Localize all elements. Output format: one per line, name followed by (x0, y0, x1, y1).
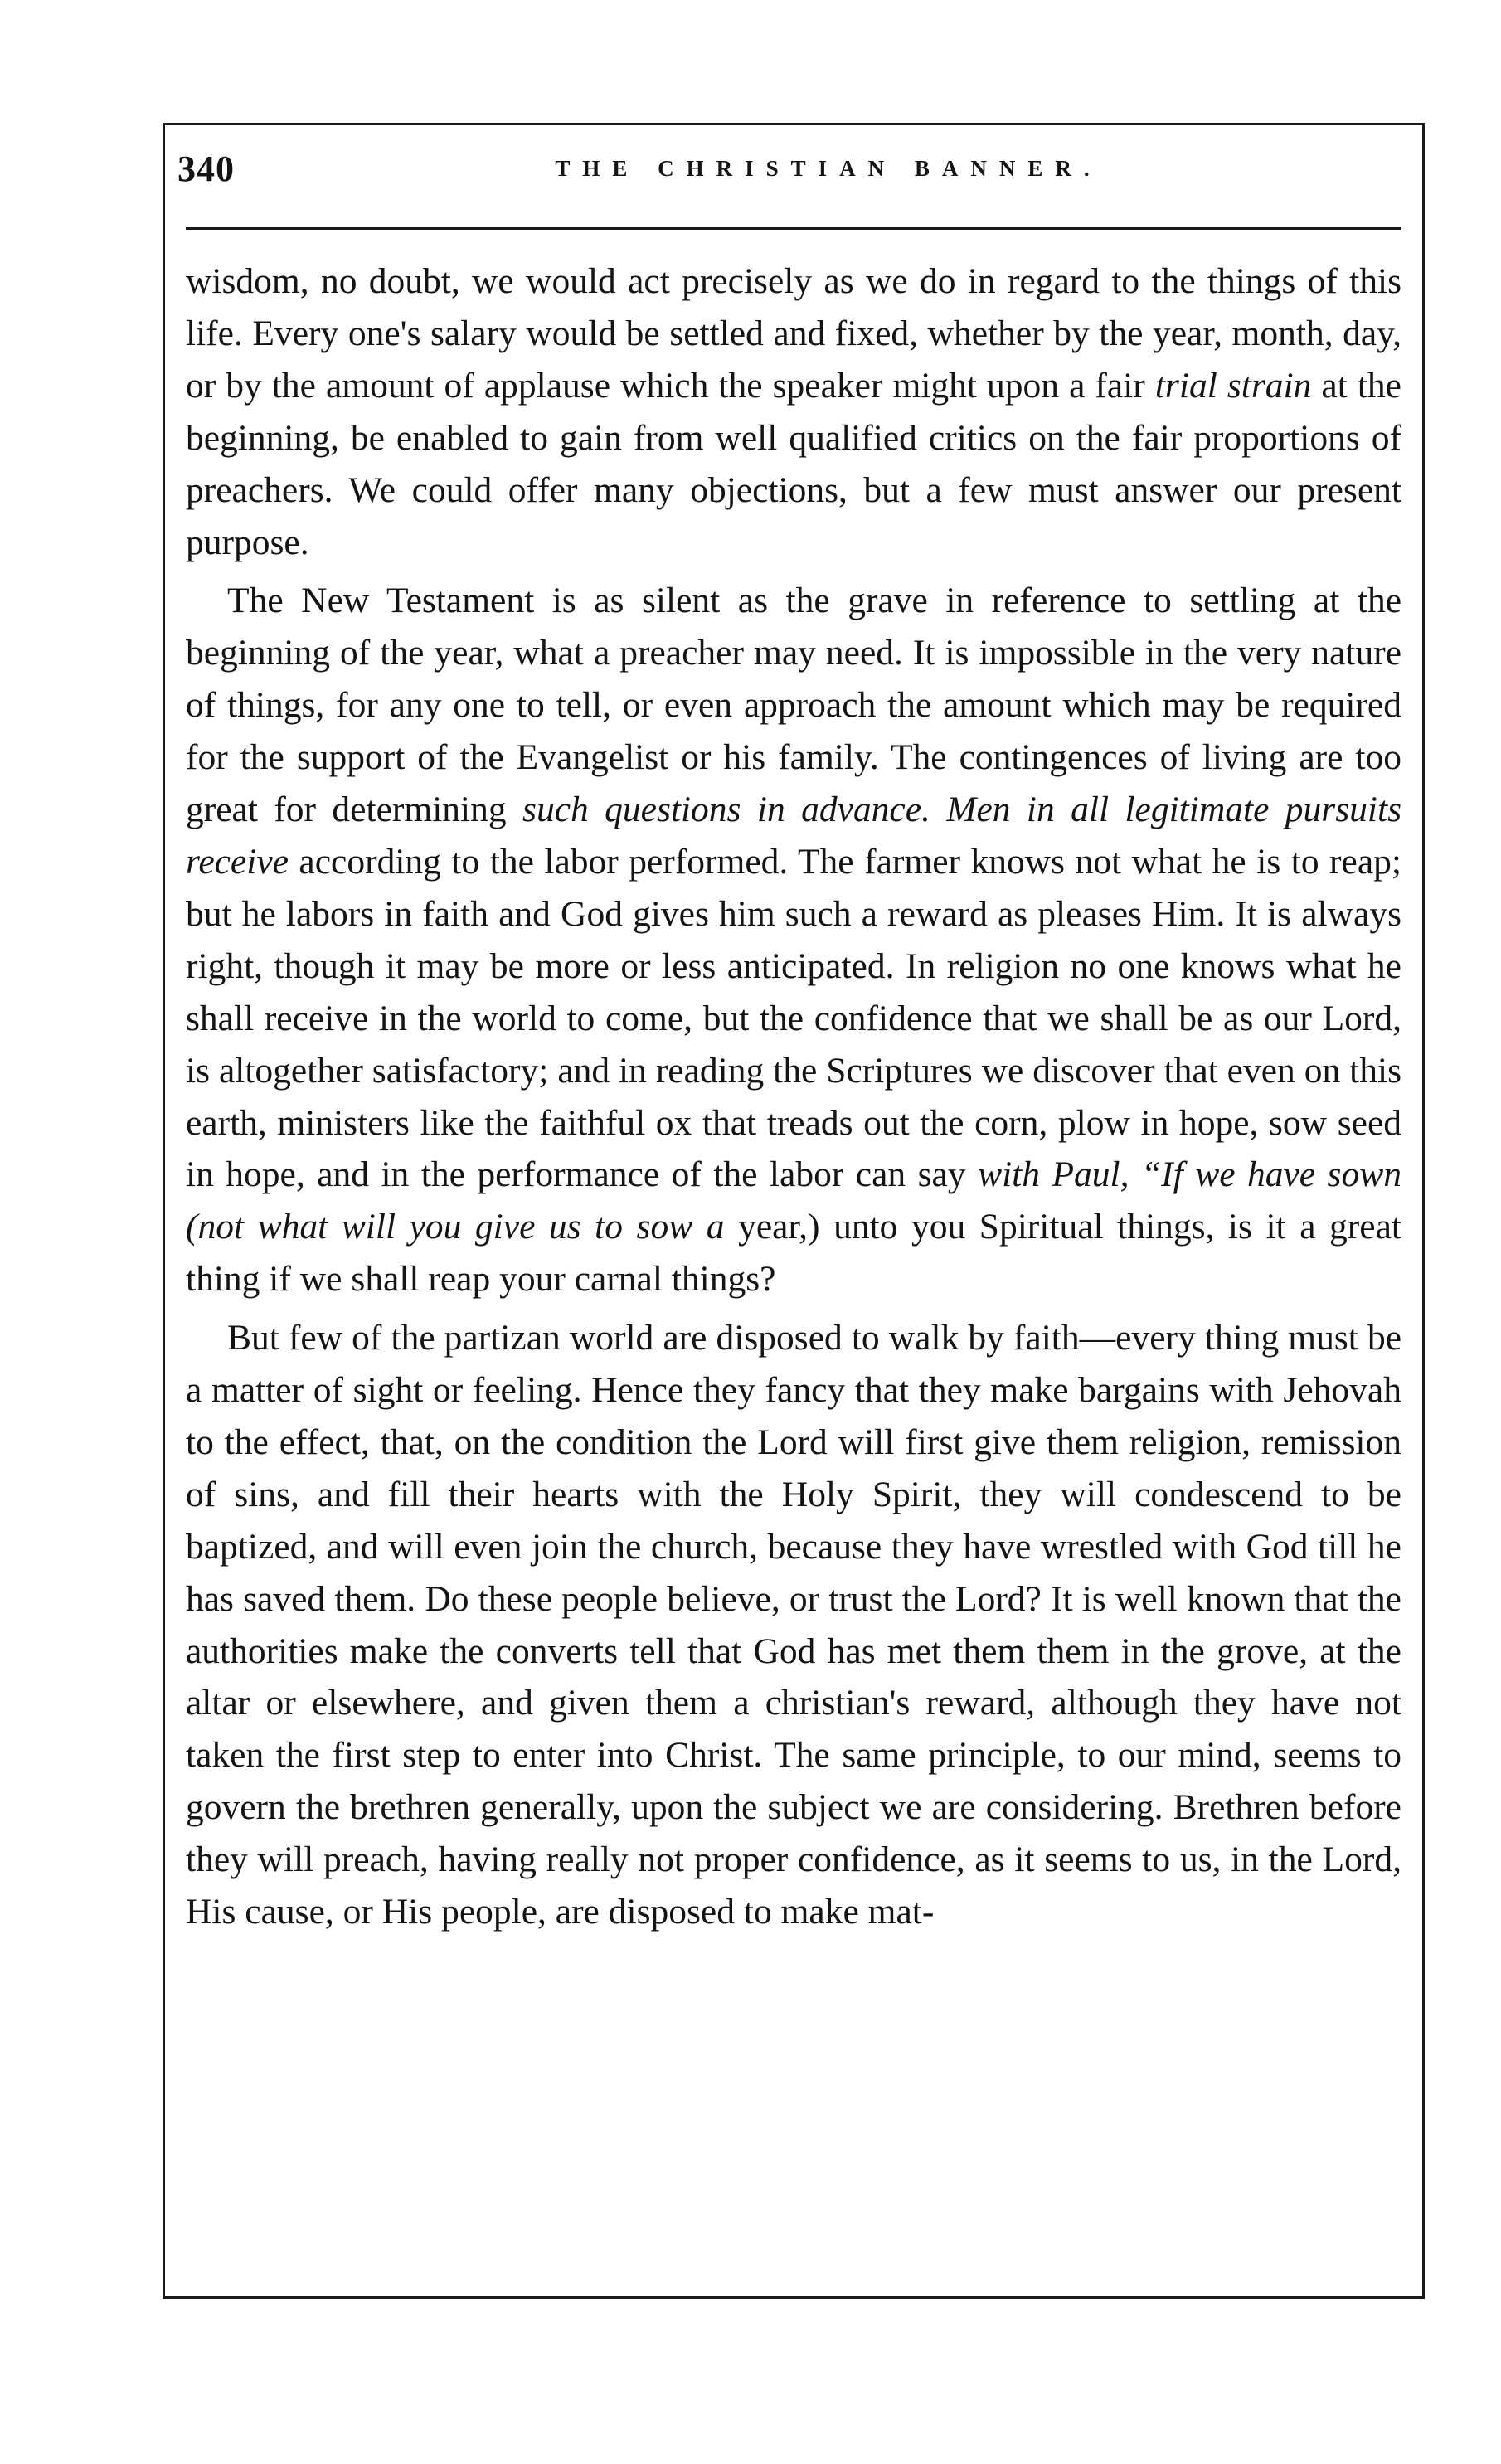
italic-run: such questions in advance. Men in all legitimate pursuits receive (186, 790, 1402, 882)
text-run: year,) unto you Spiritual things, is it a great thing if we shall reap your carnal things? (186, 1207, 1401, 1300)
italic-run: with Paul, “If we have sown (not what will you give us to sow a (186, 1154, 1401, 1247)
text-run: The New Testament is as silent as the grave in reference to settling at the beginning of the year, what a preacher may need. It is impossible in the very nature of things, for any one to tell, or even approach the amount which may be required for the support of the Evangelist or his family. The contingences of living are too great for determining (186, 581, 1401, 830)
text-run: wisdom, no doubt, we would act precisely as we do in regard to the things of this life. Every one's salary would be settled and fixed, whether by the year, month, day, or by the amount of applause which the speaker might upon a fair (186, 261, 1401, 406)
running-title: THE CHRISTIAN BANNER. (555, 156, 1102, 181)
paragraph-2 (186, 575, 1401, 1305)
text-run: But few of the partizan world are disposed to walk by faith—every thing must be a matter of sight or feeling. Hence they fancy that they make bargains with Jehovah to the effect, that, on the condition the Lord will first give them religion, remission of sins, and fill their hearts with the Holy Spirit, they will condescend to be baptized, and will even join the church, because they have wrestled with God till he has saved them. Do these people believe, or trust the Lord? It is well known that the authorities make the converts tell that God has met them them in the grove, at the altar or elsewhere, and given them a christian's reward, although they have not taken the first step to enter into Christ. The same principle, to our mind, seems to govern the brethren generally, upon the subject we are considering. Brethren before they will preach, having really not proper confidence, as it seems to us, in the Lord, His cause, or His people, are disposed to make mat- (186, 1318, 1401, 1932)
paragraph-3 (186, 1312, 1401, 1938)
page-number: 340 (177, 148, 235, 189)
italic-run: trial strain (1154, 365, 1312, 406)
header-rule (186, 227, 1401, 230)
text-run: according to the labor performed. The farmer knows not what he is to reap; but he labors in faith and God gives him such a reward as pleases Him. It is always right, though it may be more or less anticipated. In religion no one knows what he shall receive in the world to come, but the confidence that we shall be as our Lord, is altogether satisfactory; and in reading the Scriptures we discover that even on this earth, ministers like the faithful ox that treads out the corn, plow in hope, sow seed in hope, and in the performance of the labor can say (186, 841, 1401, 1195)
text-run: at the beginning, be enabled to gain from well qualified critics on the fair proportions of preachers. We could offer many objections, but a few must answer our present purpose. (186, 365, 1401, 562)
paragraph-1 (186, 255, 1401, 568)
article-body (186, 255, 1401, 1938)
page-header (177, 148, 1405, 197)
